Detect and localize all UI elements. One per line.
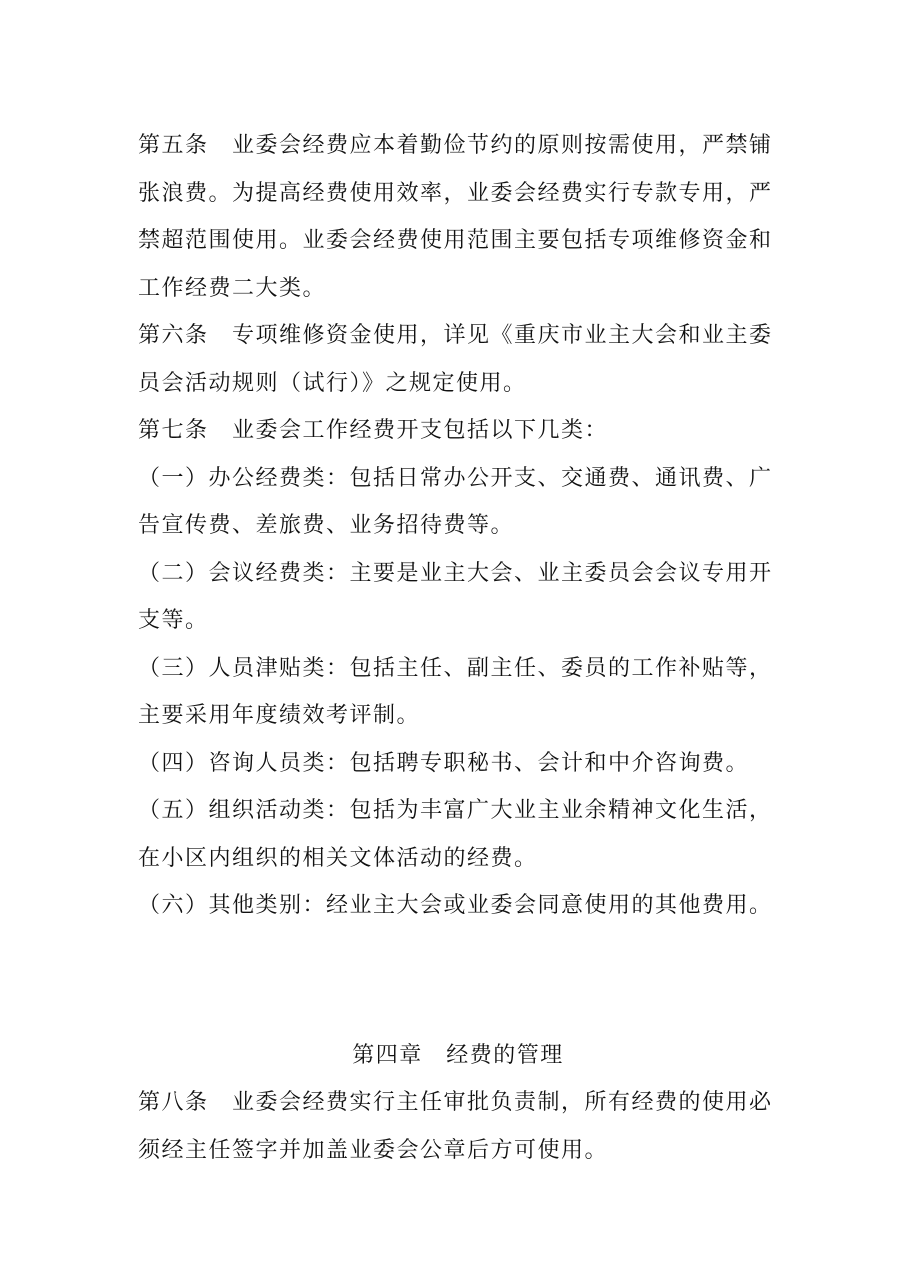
text-line: 在小区内组织的相关文体活动的经费。 [138, 845, 538, 871]
text-line: 支等。 [138, 608, 209, 633]
text-line: 员会活动规则（试行）》之规定使用。 [138, 370, 527, 396]
text-line: （四）咨询人员类：包括聘专职秘书、会计和中介咨询费。 [138, 750, 750, 776]
text-line: 第五条 业委会经费应本着勤俭节约的原则按需使用，严禁铺 [138, 133, 773, 158]
text-line: （六）其他类别：经业主大会或业委会同意使用的其他费用。 [138, 893, 773, 918]
text-line: 第六条 专项维修资金使用，详见《重庆市业主大会和业主委 [138, 323, 773, 348]
text-line: （三）人员津贴类：包括主任、副主任、委员的工作补贴等， [138, 655, 773, 681]
text-line: 须经主任签字并加盖业委会公章后方可使用。 [138, 1137, 609, 1163]
document-body [138, 122, 778, 1174]
text-line: 张浪费。为提高经费使用效率，业委会经费实行专款专用，严 [138, 180, 773, 206]
chapter-title: 第四章 经费的管理 [352, 1042, 564, 1068]
text-line: 第七条 业委会工作经费开支包括以下几类： [138, 418, 609, 443]
text-line: （一）办公经费类：包括日常办公开支、交通费、通讯费、广 [138, 465, 773, 491]
text-line: 工作经费二大类。 [138, 275, 327, 301]
text-line: 主要采用年度绩效考评制。 [138, 703, 421, 728]
spacer [138, 930, 778, 1032]
text-line: 告宣传费、差旅费、业务招待费等。 [138, 513, 515, 538]
text-line: （五）组织活动类：包括为丰富广大业主业余精神文化生活， [138, 798, 773, 823]
text-line: 第八条 业委会经费实行主任审批负责制，所有经费的使用必 [138, 1090, 773, 1115]
text-line: 禁超范围使用。业委会经费使用范围主要包括专项维修资金和 [138, 228, 773, 253]
text-line: （二）会议经费类：主要是业主大会、业主委员会会议专用开 [138, 560, 773, 586]
